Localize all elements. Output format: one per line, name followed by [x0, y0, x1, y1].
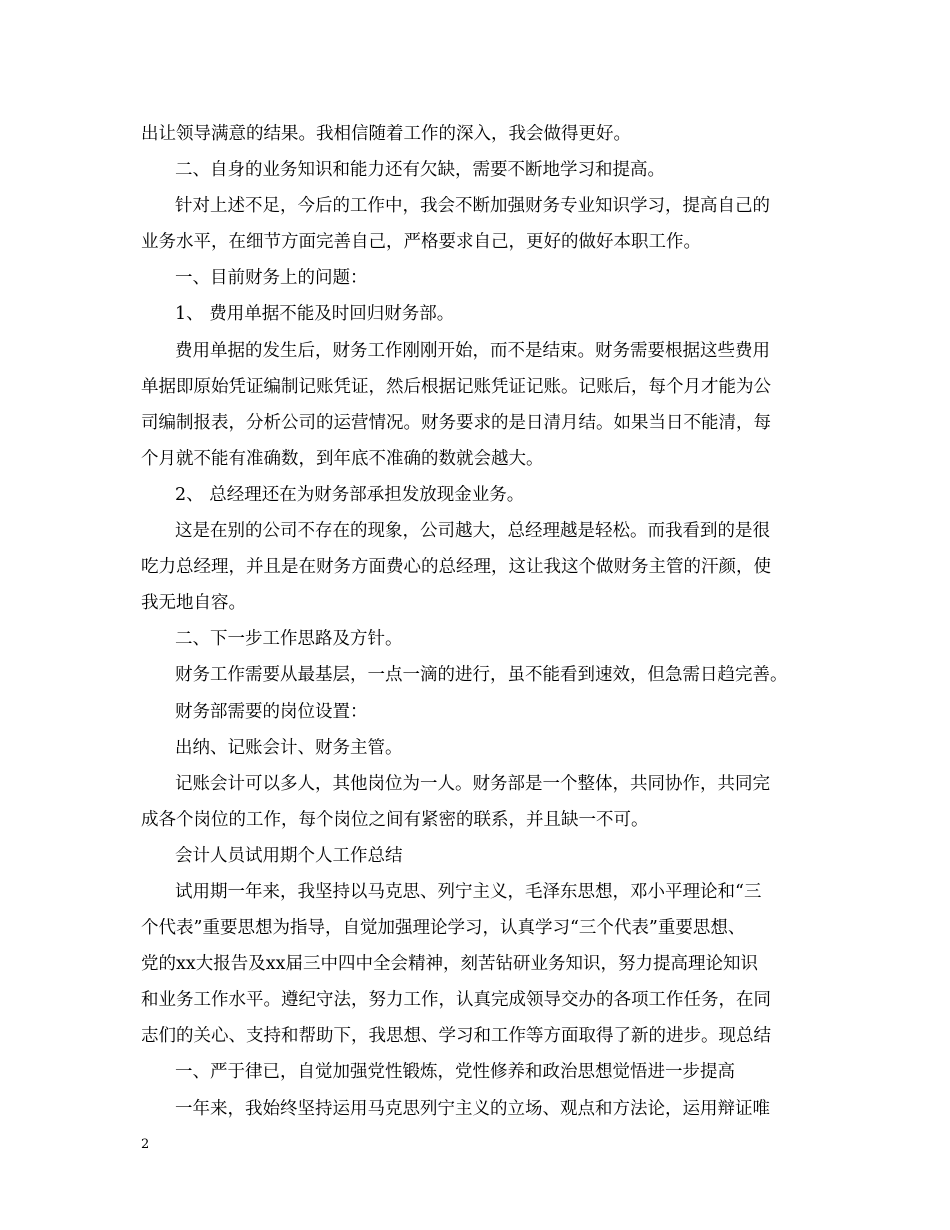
text-line: 个月就不能有准确数，到年底不准确的数就会越大。	[141, 448, 544, 469]
text-line: 出让领导满意的结果。我相信随着工作的深入，我会做得更好。	[141, 124, 631, 144]
text-line: 和业务工作水平。遵纪守法，努力工作，认真完成领导交办的各项工作任务，在同	[141, 990, 771, 1011]
text-line: 我无地自容。	[141, 593, 246, 614]
text-line: 二、自身的业务知识和能力还有欠缺，需要不断地学习和提高。	[175, 160, 665, 181]
text-line: 这是在别的公司不存在的现象，公司越大，总经理越是轻松。而我看到的是很	[175, 521, 770, 542]
text-line: 针对上述不足，今后的工作中，我会不断加强财务专业知识学习，提高自己的	[175, 196, 770, 217]
page-number: 2	[141, 1137, 150, 1152]
text-line: 单据即原始凭证编制记账凭证，然后根据记账凭证记账。记账后，每个月才能为公	[141, 376, 771, 397]
text-line: 一、目前财务上的问题：	[175, 268, 368, 289]
text-line: 会计人员试用期个人工作总结	[175, 845, 403, 866]
text-line: 费用单据的发生后，财务工作刚刚开始，而不是结束。财务需要根据这些费用	[175, 340, 770, 361]
text-line: 试用期一年来，我坚持以马克思、列宁主义，毛泽东思想，邓小平理论和“三	[175, 881, 762, 902]
text-line: 吃力总经理，并且是在财务方面费心的总经理，这让我这个做财务主管的汗颜，使	[141, 557, 771, 578]
text-line: 财务部需要的岗位设置：	[175, 701, 368, 722]
text-line: 一、严于律已，自觉加强党性锻炼，党性修养和政治思想觉悟进一步提高	[175, 1062, 735, 1083]
text-line: 志们的关心、支持和帮助下，我思想、学习和工作等方面取得了新的进步。现总结	[141, 1026, 771, 1047]
document-body	[141, 116, 821, 1127]
text-line: 二、下一步工作思路及方针。	[175, 629, 403, 650]
text-line: 一年来，我始终坚持运用马克思列宁主义的立场、观点和方法论，运用辩证唯	[175, 1098, 770, 1119]
text-line: 财务工作需要从最基层，一点一滴的进行，虽不能看到速效，但急需日趋完善。	[175, 665, 788, 686]
text-line: 业务水平，在细节方面完善自己，严格要求自己，更好的做好本职工作。	[141, 232, 701, 253]
text-line: 记账会计可以多人，其他岗位为一人。财务部是一个整体，共同协作，共同完	[175, 773, 770, 794]
text-line: 1、 费用单据不能及时回归财务部。	[175, 304, 455, 325]
text-line: 成各个岗位的工作，每个岗位之间有紧密的联系，并且缺一不可。	[141, 809, 649, 830]
text-line: 党的xx大报告及xx届三中四中全会精神，刻苦钻研业务知识，努力提高理论知识	[141, 954, 758, 975]
text-line: 出纳、记账会计、财务主管。	[175, 737, 403, 758]
text-line: 个代表”重要思想为指导，自觉加强理论学习，认真学习“三个代表”重要思想、	[141, 918, 746, 939]
text-line: 司编制报表，分析公司的运营情况。财务要求的是日清月结。如果当日不能清，每	[141, 412, 771, 433]
text-line: 2、 总经理还在为财务部承担发放现金业务。	[175, 484, 525, 505]
